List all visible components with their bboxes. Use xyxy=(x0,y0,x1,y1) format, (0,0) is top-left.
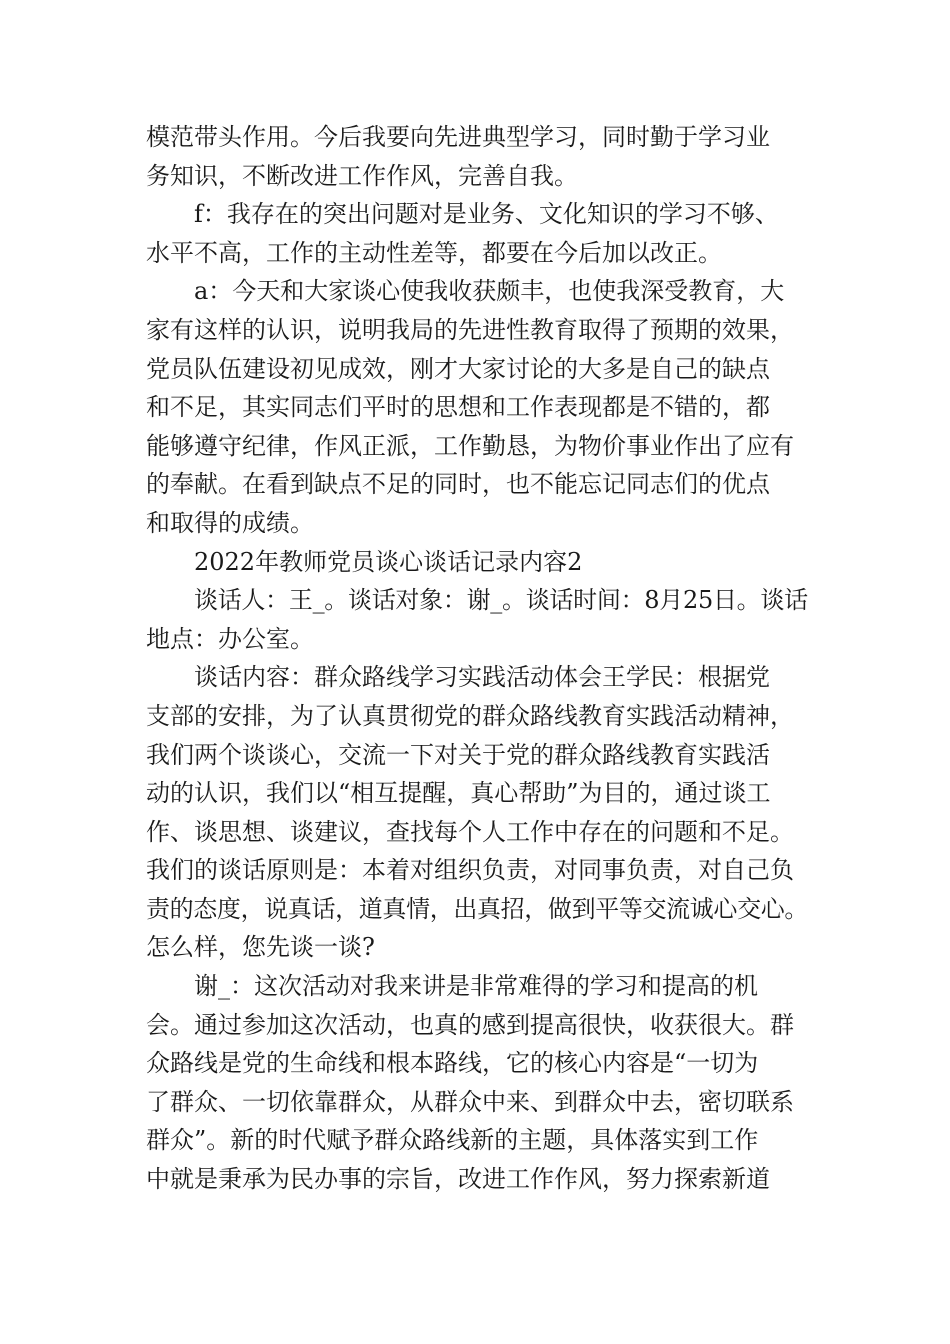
text-line: 能够遵守纪律，作风正派，工作勤恳，为物价事业作出了应有 xyxy=(146,431,794,460)
text-line: 务知识，不断改进工作作风，完善自我。 xyxy=(146,161,578,190)
text-line: 2022年教师党员谈心谈话记录内容2 xyxy=(194,547,583,576)
text-line: 众路线是党的生命线和根本路线，它的核心内容是“一切为 xyxy=(146,1049,759,1078)
text-line: 模范带头作用。今后我要向先进典型学习，同时勤于学习业 xyxy=(146,123,770,151)
text-line: 和取得的成绩。 xyxy=(146,508,314,537)
text-line: 我们的谈话原则是：本着对组织负责，对同事负责，对自己负 xyxy=(146,856,794,885)
text-line: 地点：办公室。 xyxy=(146,624,314,653)
text-line: 家有这样的认识，说明我局的先进性教育取得了预期的效果， xyxy=(146,315,794,344)
text-line: 党员队伍建设初见成效，刚才大家讨论的大多是自己的缺点 xyxy=(146,354,770,383)
text-line: 了群众、一切依靠群众，从群众中来、到群众中去，密切联系 xyxy=(146,1087,794,1116)
text-line: 中就是秉承为民办事的宗旨，改进工作作风，努力探索新道 xyxy=(146,1165,770,1194)
text-line: 作、谈思想、谈建议，查找每个人工作中存在的问题和不足。 xyxy=(146,817,794,846)
text-line: 谢_：这次活动对我来讲是非常难得的学习和提高的机 xyxy=(194,972,758,1001)
text-line: 责的态度，说真话，道真情，出真招，做到平等交流诚心交心。 xyxy=(146,894,808,923)
text-line: 群众”。新的时代赋予群众路线新的主题，具体落实到工作 xyxy=(146,1126,759,1155)
text-line: 怎么样，您先谈一谈? xyxy=(146,933,375,962)
text-line: a：今天和大家谈心使我收获颇丰，也使我深受教育，大 xyxy=(194,277,785,306)
text-line: f：我存在的突出问题对是业务、文化知识的学习不够、 xyxy=(194,200,779,229)
text-line: 和不足，其实同志们平时的思想和工作表现都是不错的，都 xyxy=(146,393,770,422)
text-line: 的奉献。在看到缺点不足的同时，也不能忘记同志们的优点 xyxy=(146,470,770,499)
text-line: 会。通过参加这次活动，也真的感到提高很快，收获很大。群 xyxy=(146,1010,794,1039)
text-line: 动的认识，我们以“相互提醒，真心帮助”为目的，通过谈工 xyxy=(146,779,771,808)
text-line: 谈话人：王_。谈话对象：谢_。谈话时间：8月25日。谈话 xyxy=(194,586,808,615)
text-line: 支部的安排，为了认真贯彻党的群众路线教育实践活动精神， xyxy=(146,701,794,730)
text-line: 谈话内容：群众路线学习实践活动体会王学民：根据党 xyxy=(194,663,770,692)
text-line: 我们两个谈谈心，交流一下对关于党的群众路线教育实践活 xyxy=(146,740,770,769)
document-body xyxy=(146,118,808,1199)
text-line: 水平不高，工作的主动性差等，都要在今后加以改正。 xyxy=(146,238,722,267)
